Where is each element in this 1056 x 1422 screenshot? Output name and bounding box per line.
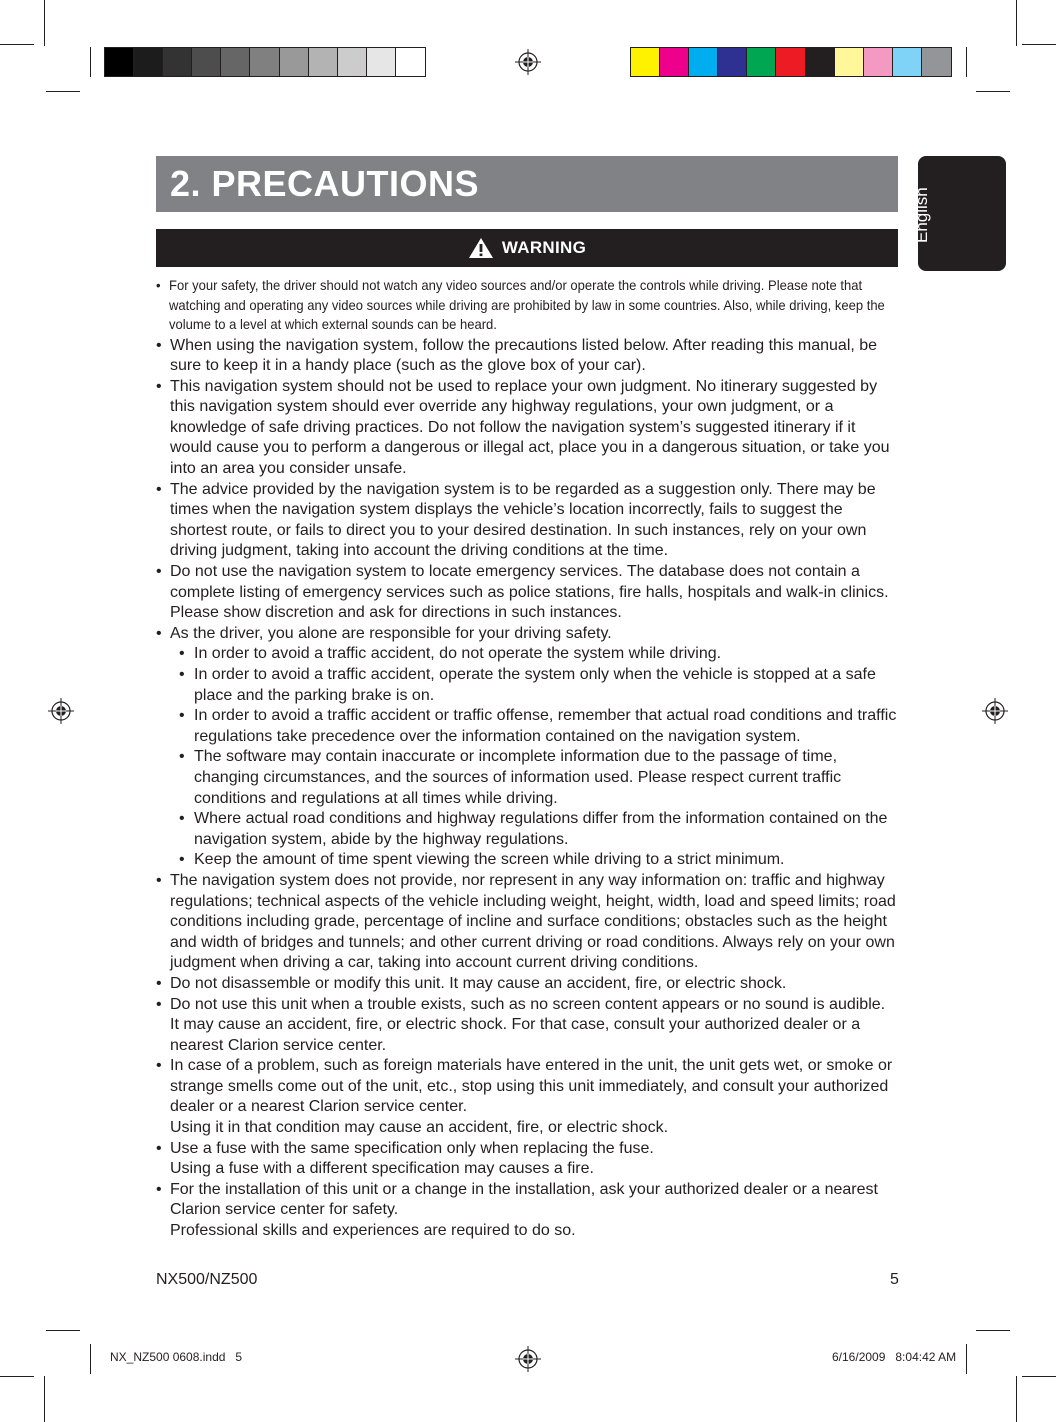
color-swatch (250, 48, 279, 76)
sub-list-item (170, 706, 898, 747)
item-text: • For the installation of this unit or a change in the installation, ask your authorized dealer or a nearest Clarion service center for safety. (170, 1180, 878, 1219)
warning-triangle-icon (468, 237, 494, 259)
crop-mark (44, 0, 45, 46)
page-title: 2. PRECAUTIONS (170, 163, 480, 204)
list-item (156, 276, 904, 335)
sub-list-item (170, 747, 898, 809)
crop-mark (966, 1344, 967, 1374)
color-swatch (631, 48, 660, 76)
language-tab (912, 156, 1006, 271)
sub-item-text: • In order to avoid a traffic accident or traffic offense, remember that actual road conditions and traffic regulations take precedence over the information contained on the navigation system. (194, 707, 897, 745)
warning-label: WARNING (501, 238, 587, 257)
registration-mark-icon (48, 698, 74, 724)
crop-mark (0, 1376, 34, 1377)
item-extra-text: Using a fuse with a different specification may causes a fire. (170, 1160, 594, 1178)
crop-mark (46, 91, 80, 92)
language-tab-label: English (912, 187, 931, 243)
sub-list-item (170, 809, 898, 850)
color-swatch (309, 48, 338, 76)
color-swatch (134, 48, 163, 76)
crop-mark (46, 1330, 80, 1331)
warning-banner (156, 229, 898, 267)
sub-list-item (170, 644, 898, 665)
precautions-list (156, 276, 898, 1242)
list-item (156, 1180, 898, 1242)
color-swatch (367, 48, 396, 76)
crop-mark (1022, 1376, 1056, 1377)
list-item (156, 336, 898, 377)
sub-item-text: • Keep the amount of time spent viewing the screen while driving to a strict minimum. (194, 851, 785, 869)
color-swatch (835, 48, 864, 76)
registration-mark-icon (515, 1346, 541, 1372)
crop-mark (44, 1376, 45, 1422)
color-swatch (396, 48, 425, 76)
list-item (156, 562, 898, 624)
color-swatch (776, 48, 805, 76)
list-item (156, 1139, 898, 1180)
list-item (156, 871, 898, 974)
color-swatch (221, 48, 250, 76)
item-text: • The advice provided by the navigation system is to be regarded as a suggestion only. There may be times when the navigation system displays the vehicle’s location incorrectly, fails to suggest the shortest route, or fails to direct you to your desired destination. In such instances, rely on your own driving judgment, taking into account the driving conditions at the time. (170, 480, 876, 560)
item-text: • This navigation system should not be used to replace your own judgment. No itinerary suggested by this navigation system should ever override any highway regulations, your own judgment, or a knowledge of safe driving practices. Do not follow the navigation system’s suggested itinerary if it would cause you to perform a dangerous or illegal act, place you in a dangerous situation, or take you into an area you consider unsafe. (170, 377, 890, 478)
crop-mark (90, 1344, 91, 1374)
list-item (156, 480, 898, 562)
sub-item-text: • In order to avoid a traffic accident, do not operate the system while driving. (194, 645, 722, 663)
item-text: • Do not use this unit when a trouble exists, such as no screen content appears or no sound is audible. It may cause an accident, fire, or electric shock. For that case, consult your authorized dealer or a nearest Clarion service center. (170, 995, 886, 1054)
slug-date: 6/16/2009 8:04:42 AM (832, 1350, 957, 1364)
color-swatch (806, 48, 835, 76)
color-swatch (338, 48, 367, 76)
item-text: • In case of a problem, such as foreign materials have entered in the unit, the unit gets wet, or smoke or strange smells come out of the unit, etc., stop using this unit immediately, and consult your authorized dealer or a nearest Clarion service center. (170, 1057, 893, 1116)
section-title-bar (156, 156, 898, 212)
color-swatch (105, 48, 134, 76)
grayscale-bar (104, 47, 426, 77)
crop-mark (1016, 0, 1017, 46)
crop-mark (0, 44, 34, 45)
item-text: • Do not disassemble or modify this unit. It may cause an accident, fire, or electric shock. (170, 974, 787, 992)
page-number: 5 (890, 1271, 899, 1288)
registration-mark-icon (515, 49, 541, 75)
color-swatch (893, 48, 922, 76)
color-swatch (192, 48, 221, 76)
item-text: • When using the navigation system, follow the precautions listed below. After reading this manual, be sure to keep it in a handy place (such as the glove box of your car). (170, 336, 878, 375)
color-swatch (718, 48, 747, 76)
item-extra-text: Using it in that condition may cause an accident, fire, or electric shock. (170, 1119, 669, 1137)
model-number: NX500/NZ500 (156, 1271, 258, 1288)
list-item (156, 974, 898, 995)
list-item (156, 377, 898, 480)
warning-intro-text: • For your safety, the driver should not watch any video sources and/or operate the controls while driving. Please note that watching and operating any video sources while driving are prohibited by law in some countries. Also, while driving, keep the volume to a level at which external sounds can be heard. (169, 277, 885, 332)
crop-mark (976, 1330, 1010, 1331)
sub-item-text: • Where actual road conditions and highway regulations differ from the information contained on the navigation system, abide by the highway regulations. (194, 810, 888, 848)
color-swatch (163, 48, 192, 76)
crop-mark (1022, 44, 1056, 45)
color-swatch (747, 48, 776, 76)
color-swatch (660, 48, 689, 76)
slug-filename: NX_NZ500 0608.indd 5 (110, 1350, 243, 1364)
crop-mark (90, 47, 91, 77)
crop-mark (976, 91, 1010, 92)
item-text: • The navigation system does not provide, nor represent in any way information on: traffic and highway regulations; technical aspects of the vehicle including weight, height, width, load and speed limits; road conditions including grade, percentage of incline and surface conditions; obstacles such as the height and width of bridges and tunnels; and other current driving or road conditions. Always rely on your own judgment when driving a car, taking into account current driving conditions. (170, 871, 896, 972)
color-bar (630, 47, 952, 77)
item-extra-text: Professional skills and experiences are required to do so. (170, 1222, 576, 1240)
sub-item-text: • The software may contain inaccurate or incomplete information due to the passage of time, changing circumstances, and the sources of information used. Please respect current traffic conditions and regulations at all times while driving. (194, 748, 842, 807)
list-item (156, 995, 898, 1057)
color-swatch (280, 48, 309, 76)
color-swatch (689, 48, 718, 76)
item-text: • As the driver, you alone are responsible for your driving safety. (170, 624, 612, 642)
list-item (156, 624, 898, 645)
crop-mark (1016, 1376, 1017, 1422)
sub-item-text: • In order to avoid a traffic accident, operate the system only when the vehicle is stopped at a safe place and the parking brake is on. (194, 666, 876, 704)
color-swatch (864, 48, 893, 76)
registration-mark-icon (982, 698, 1008, 724)
item-text: • Use a fuse with the same specification only when replacing the fuse. (170, 1139, 654, 1157)
crop-mark (966, 47, 967, 77)
list-item (156, 1056, 898, 1138)
color-swatch (922, 48, 951, 76)
item-text: • Do not use the navigation system to locate emergency services. The database does not contain a complete listing of emergency services such as police stations, fire halls, hospitals and walk-in clinics. Please show discretion and ask for directions in such instances. (170, 563, 889, 622)
sub-list-item (170, 850, 898, 871)
sub-list-item (170, 665, 898, 706)
